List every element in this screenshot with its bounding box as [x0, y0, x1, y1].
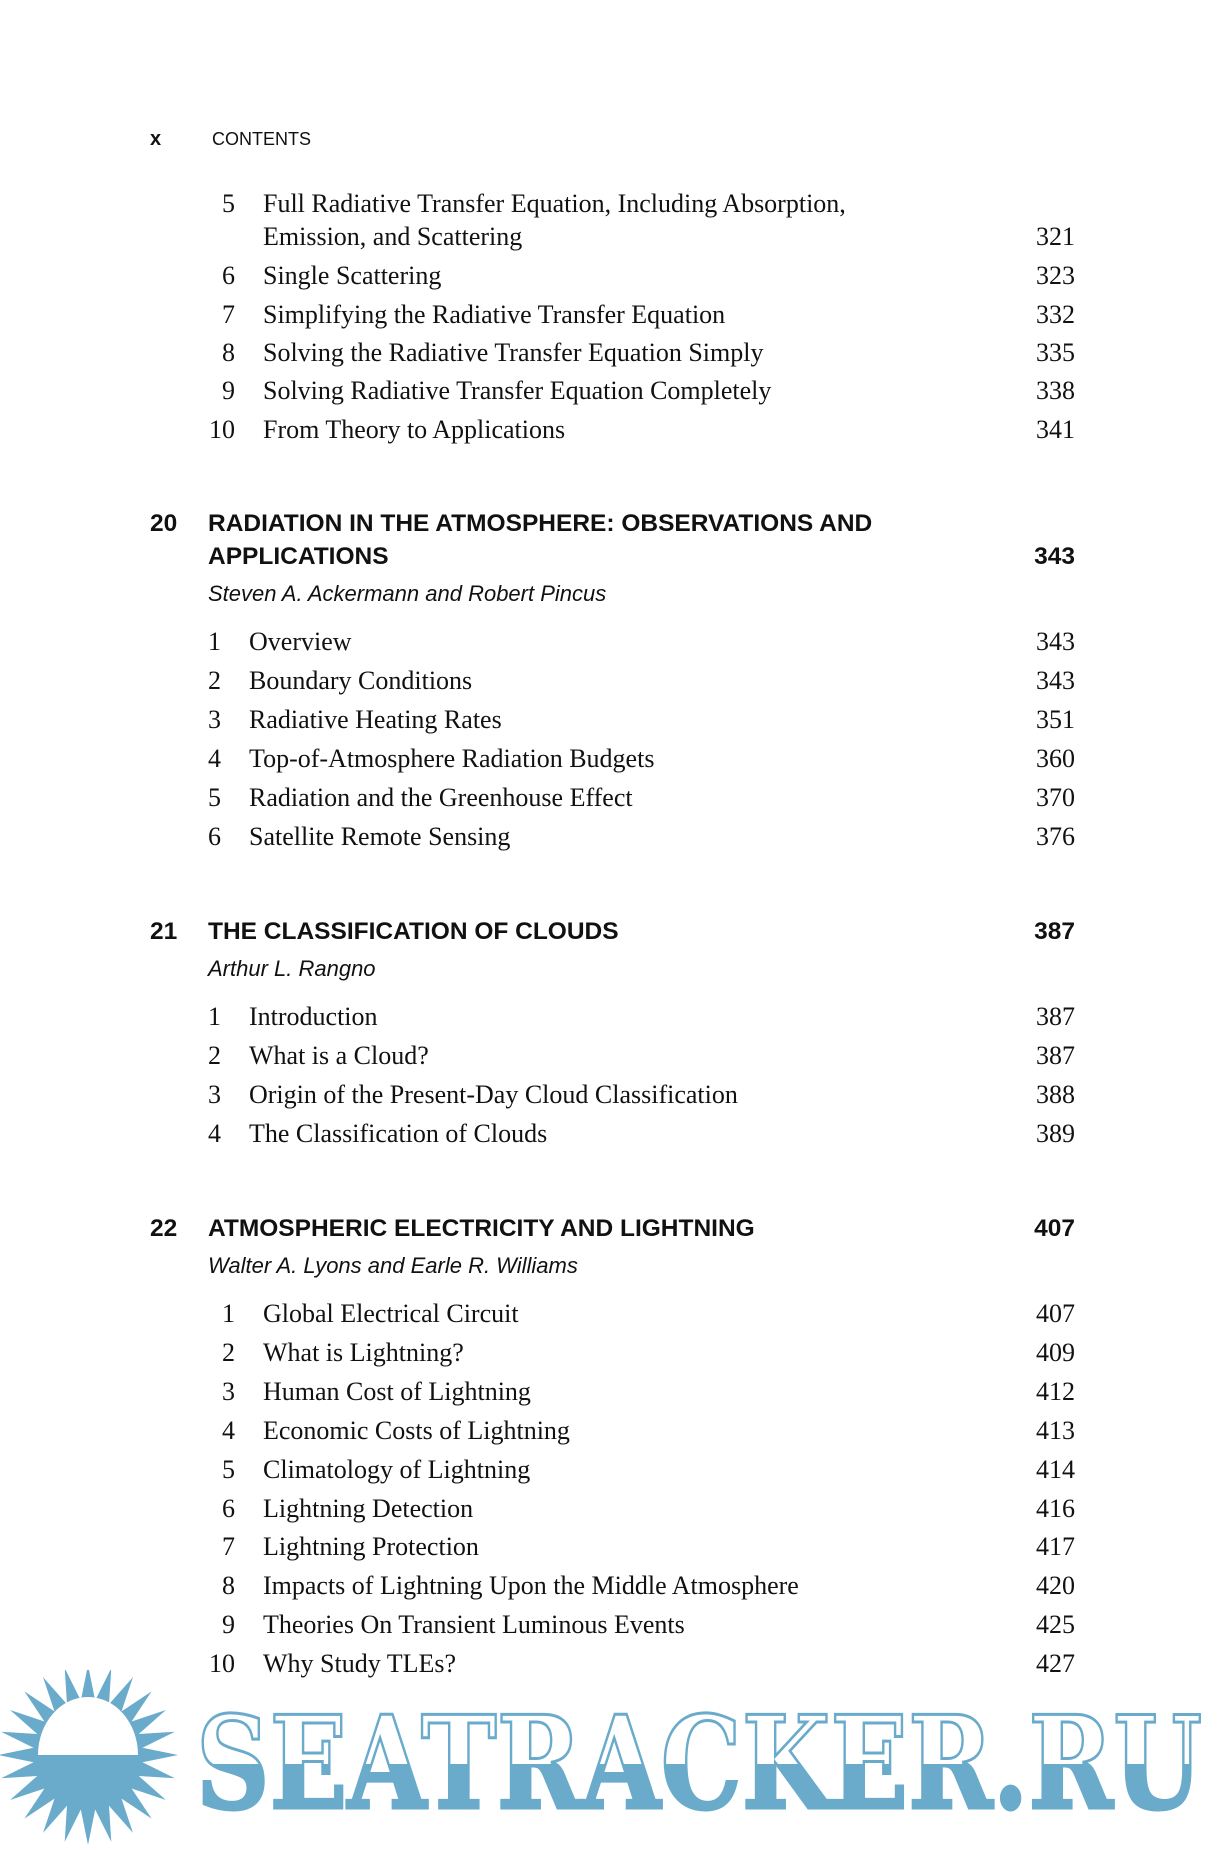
section-number: 1	[208, 1002, 221, 1031]
section-title: Simplifying the Radiative Transfer Equation	[263, 300, 726, 329]
chapter-title: ATMOSPHERIC ELECTRICITY AND LIGHTNING	[208, 1215, 755, 1242]
section-title: Radiative Heating Rates	[249, 704, 502, 734]
section-page: 343	[1036, 665, 1075, 695]
section-page: 321	[1036, 222, 1075, 251]
svg-text:SEATRACKER.RU: SEATRACKER.RU	[196, 1689, 1202, 1839]
sun-icon	[0, 1670, 178, 1845]
running-title: CONTENTS	[212, 129, 311, 149]
section-page: 417	[1036, 1532, 1075, 1562]
section-number: 3	[208, 1079, 221, 1109]
section-title: Overview	[249, 627, 352, 656]
chapter-authors: Arthur L. Rangno	[208, 956, 376, 981]
chapter-title: APPLICATIONS	[208, 543, 389, 570]
section-page: 343	[1036, 627, 1075, 656]
section-page: 338	[1036, 376, 1075, 405]
section-page: 407	[1036, 1299, 1075, 1328]
chapter-page: 343	[1034, 543, 1075, 570]
section-page: 388	[1036, 1079, 1075, 1109]
watermark-logo	[0, 1670, 1225, 1850]
chapter-title: RADIATION IN THE ATMOSPHERE: OBSERVATIONS AND	[208, 510, 873, 537]
chapter-title: THE CLASSIFICATION OF CLOUDS	[208, 918, 619, 945]
section-page: 323	[1036, 261, 1075, 290]
section-title: Lightning Detection	[263, 1493, 474, 1523]
chapter-authors: Steven A. Ackermann and Robert Pincus	[208, 581, 607, 606]
section-title: Why Study TLEs?	[263, 1649, 457, 1679]
section-number: 2	[208, 1040, 221, 1070]
section-number: 5	[208, 782, 221, 812]
section-number: 4	[208, 743, 221, 773]
section-number: 10	[209, 1649, 235, 1679]
section-number: 9	[222, 376, 235, 405]
chapter-authors: Walter A. Lyons and Earle R. Williams	[208, 1253, 578, 1278]
section-title: Single Scattering	[263, 261, 442, 290]
section-page: 387	[1036, 1002, 1075, 1031]
section-number: 5	[222, 189, 235, 218]
section-title: Solving the Radiative Transfer Equation Simply	[263, 338, 764, 367]
section-title: From Theory to Applications	[263, 415, 566, 444]
section-page: 425	[1036, 1610, 1075, 1640]
section-number: 8	[222, 1571, 235, 1601]
section-page: 332	[1036, 300, 1075, 329]
section-number: 6	[222, 261, 235, 290]
section-page: 341	[1036, 415, 1075, 444]
section-title: Lightning Protection	[263, 1532, 479, 1562]
section-title: Human Cost of Lightning	[263, 1376, 531, 1406]
section-page: 389	[1036, 1118, 1075, 1148]
section-number: 6	[222, 1493, 235, 1523]
section-number: 7	[222, 300, 235, 329]
section-number: 9	[222, 1610, 235, 1640]
section-number: 4	[222, 1415, 235, 1445]
section-title: Radiation and the Greenhouse Effect	[249, 782, 633, 812]
chapter-number: 20	[150, 510, 178, 537]
section-title: Full Radiative Transfer Equation, Including Absorption,	[263, 189, 846, 218]
section-page: 351	[1036, 704, 1075, 734]
section-number: 4	[208, 1118, 221, 1148]
chapter-page: 407	[1034, 1215, 1075, 1242]
section-title: Global Electrical Circuit	[263, 1299, 519, 1328]
section-title: Theories On Transient Luminous Events	[263, 1610, 685, 1640]
section-page: 409	[1036, 1337, 1075, 1367]
section-title: Economic Costs of Lightning	[263, 1415, 570, 1445]
section-number: 2	[208, 665, 221, 695]
section-page: 420	[1036, 1571, 1075, 1601]
section-page: 335	[1036, 338, 1075, 367]
section-page: 370	[1036, 782, 1075, 812]
section-page: 360	[1036, 743, 1075, 773]
section-number: 10	[209, 415, 235, 444]
section-number: 3	[208, 704, 221, 734]
section-number: 3	[222, 1376, 235, 1406]
section-page: 427	[1036, 1649, 1075, 1679]
section-title: Satellite Remote Sensing	[249, 821, 511, 851]
section-number: 7	[222, 1532, 235, 1562]
section-number: 5	[222, 1454, 235, 1484]
section-title: Solving Radiative Transfer Equation Completely	[263, 376, 772, 405]
section-number: 1	[222, 1299, 235, 1328]
section-title: Top-of-Atmosphere Radiation Budgets	[249, 743, 655, 773]
section-title: Impacts of Lightning Upon the Middle Atmosphere	[263, 1571, 799, 1601]
section-number: 8	[222, 338, 235, 367]
section-page: 376	[1036, 821, 1075, 851]
section-title: Introduction	[249, 1002, 378, 1031]
section-number: 6	[208, 821, 221, 851]
section-page: 387	[1036, 1040, 1075, 1070]
section-page: 416	[1036, 1493, 1075, 1523]
section-page: 413	[1036, 1415, 1075, 1445]
section-number: 1	[208, 627, 221, 656]
section-number: 2	[222, 1337, 235, 1367]
chapter-number: 22	[150, 1215, 178, 1242]
chapter-number: 21	[150, 918, 178, 945]
page-number: x	[150, 128, 162, 150]
section-title: What is Lightning?	[263, 1337, 464, 1367]
section-title: Origin of the Present-Day Cloud Classification	[249, 1079, 738, 1109]
section-title: Boundary Conditions	[249, 665, 473, 695]
section-title: Climatology of Lightning	[263, 1454, 531, 1484]
section-page: 412	[1036, 1376, 1075, 1406]
section-page: 414	[1036, 1454, 1075, 1484]
section-title: What is a Cloud?	[249, 1040, 429, 1070]
section-title: The Classification of Clouds	[249, 1118, 548, 1148]
section-title: Emission, and Scattering	[263, 222, 523, 251]
chapter-page: 387	[1034, 918, 1075, 945]
